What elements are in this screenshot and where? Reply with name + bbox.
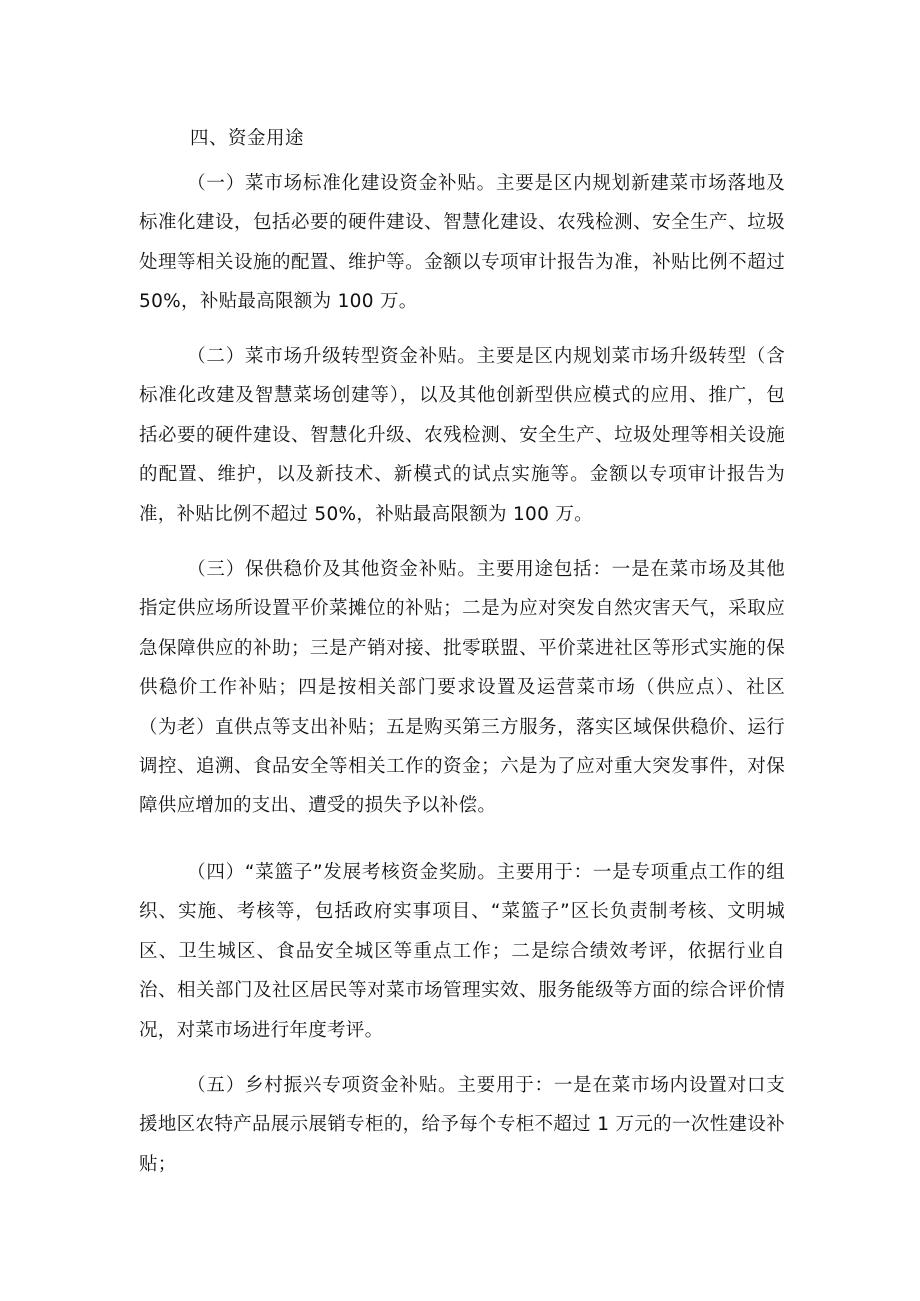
paragraph-4: （四）“菜篮子”发展考核资金奖励。主要用于：一是专项重点工作的组织、实施、考核等，包括政府实事项目、“菜篮子”区长负责制考核、文明城区、卫生城区、食品安全城区等重点工作；二是综合绩效考评，依据行业自治、相关部门及社区居民等对菜市场管理实效、服务能级等方面的综合评价情况，对菜市场进行年度考评。 bbox=[139, 862, 785, 1041]
paragraph-1: （一）菜市场标准化建设资金补贴。主要是区内规划新建菜市场落地及标准化建设，包括必要的硬件建设、智慧化建设、农残检测、安全生产、垃圾处理等相关设施的配置、维护等。金额以专项审计报告为准，补贴比例不超过 50%，补贴最高限额为 100 万。 bbox=[139, 173, 785, 313]
paragraph-2: （二）菜市场升级转型资金补贴。主要是区内规划菜市场升级转型（含标准化改建及智慧菜场创建等），以及其他创新型供应模式的应用、推广，包括必要的硬件建设、智慧化升级、农残检测、安全生产、垃圾处理等相关设施的配置、维护，以及新技术、新模式的试点实施等。金额以专项审计报告为准，补贴比例不超过 50%，补贴最高限额为 100 万。 bbox=[139, 346, 785, 525]
paragraph-3: （三）保供稳价及其他资金补贴。主要用途包括：一是在菜市场及其他指定供应场所设置平价菜摊位的补贴；二是为应对突发自然灾害天气，采取应急保障供应的补助；三是产销对接、批零联盟、平价菜进社区等形式实施的保供稳价工作补贴；四是按相关部门要求设置及运营菜市场（供应点）、社区（为老）直供点等支出补贴；五是购买第三方服务，落实区域保供稳价、运行调控、追溯、食品安全等相关工作的资金；六是为了应对重大突发事件，对保障供应增加的支出、遭受的损失予以补偿。 bbox=[139, 559, 785, 817]
section-heading: 四、资金用途 bbox=[190, 128, 305, 149]
paragraph-5: （五）乡村振兴专项资金补贴。主要用于：一是在菜市场内设置对口支援地区农特产品展示展销专柜的，给予每个专柜不超过 1 万元的一次性建设补贴； bbox=[139, 1075, 785, 1175]
